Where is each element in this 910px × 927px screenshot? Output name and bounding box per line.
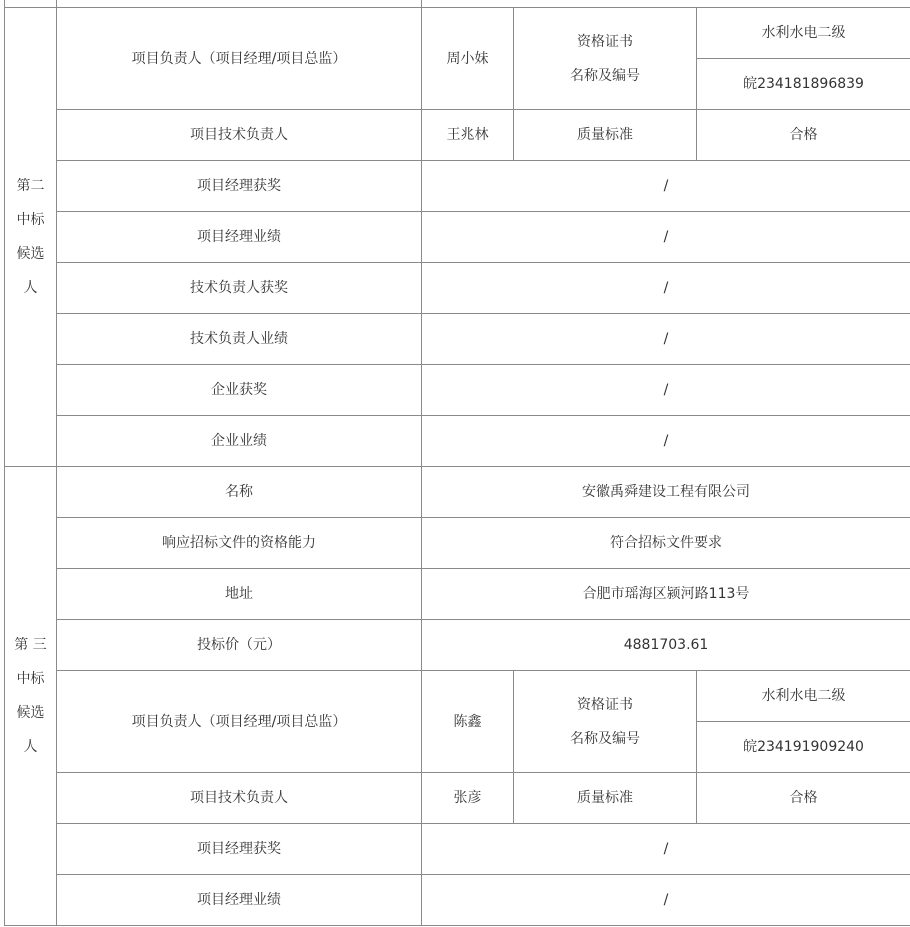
cell-empty xyxy=(57,0,422,8)
table-row-top-remnant xyxy=(5,0,910,8)
ent-award-label: 企业获奖 xyxy=(57,365,422,416)
tech-perf-value: / xyxy=(422,314,910,365)
cert-label-line: 名称及编号 xyxy=(570,730,640,747)
table-row xyxy=(5,365,910,416)
side-label-line: 第二 xyxy=(16,178,45,194)
price-value: 4881703.61 xyxy=(422,620,910,671)
side-label-line: 人 xyxy=(23,739,38,755)
tech-label: 项目技术负责人 xyxy=(57,773,422,824)
pm-award-value: / xyxy=(422,824,910,875)
capability-label: 响应招标文件的资格能力 xyxy=(57,518,422,569)
side-label-line: 第 三 xyxy=(14,637,47,653)
pm-name: 周小妹 xyxy=(422,8,514,110)
table-row xyxy=(5,8,910,59)
table-row xyxy=(5,875,910,926)
table-row xyxy=(5,620,910,671)
table-row xyxy=(5,569,910,620)
quality-label: 质量标准 xyxy=(514,110,697,161)
address-label: 地址 xyxy=(57,569,422,620)
pm-label: 项目负责人（项目经理/项目总监） xyxy=(57,671,422,773)
cert-label-line: 资格证书 xyxy=(577,33,633,50)
cell-empty xyxy=(5,0,57,8)
pm-perf-value: / xyxy=(422,212,910,263)
cert-name: 水利水电二级 xyxy=(697,8,910,59)
side-label-line: 人 xyxy=(23,280,38,296)
side-label-line: 中标 xyxy=(16,212,45,228)
price-label: 投标价（元） xyxy=(57,620,422,671)
candidate-table xyxy=(4,0,910,926)
cell-empty xyxy=(422,0,910,8)
name-label: 名称 xyxy=(57,467,422,518)
quality-label: 质量标准 xyxy=(514,773,697,824)
cert-label-line: 名称及编号 xyxy=(570,67,640,84)
cert-label xyxy=(514,8,697,110)
tech-perf-label: 技术负责人业绩 xyxy=(57,314,422,365)
tech-label: 项目技术负责人 xyxy=(57,110,422,161)
table-row xyxy=(5,314,910,365)
table-row xyxy=(5,212,910,263)
cert-label xyxy=(514,671,697,773)
tech-award-label: 技术负责人获奖 xyxy=(57,263,422,314)
side-label-line: 中标 xyxy=(16,671,45,687)
table-row xyxy=(5,416,910,467)
side-label-line: 候选 xyxy=(16,705,45,721)
company-name: 安徽禹舜建设工程有限公司 xyxy=(422,467,910,518)
table-row xyxy=(5,161,910,212)
pm-name: 陈鑫 xyxy=(422,671,514,773)
ent-perf-label: 企业业绩 xyxy=(57,416,422,467)
third-candidate-label xyxy=(5,467,57,926)
ent-award-value: / xyxy=(422,365,910,416)
quality-value: 合格 xyxy=(697,773,910,824)
pm-perf-label: 项目经理业绩 xyxy=(57,212,422,263)
pm-award-label: 项目经理获奖 xyxy=(57,161,422,212)
quality-value: 合格 xyxy=(697,110,910,161)
cert-number: 皖234181896839 xyxy=(697,59,910,110)
pm-label: 项目负责人（项目经理/项目总监） xyxy=(57,8,422,110)
table-row xyxy=(5,773,910,824)
capability-value: 符合招标文件要求 xyxy=(422,518,910,569)
pm-award-label: 项目经理获奖 xyxy=(57,824,422,875)
table-row xyxy=(5,110,910,161)
table-row xyxy=(5,467,910,518)
pm-perf-value: / xyxy=(422,875,910,926)
tech-award-value: / xyxy=(422,263,910,314)
table-row xyxy=(5,518,910,569)
tech-name: 王兆林 xyxy=(422,110,514,161)
ent-perf-value: / xyxy=(422,416,910,467)
cert-number: 皖234191909240 xyxy=(697,722,910,773)
table-row xyxy=(5,263,910,314)
second-candidate-label xyxy=(5,8,57,467)
pm-award-value: / xyxy=(422,161,910,212)
pm-perf-label: 项目经理业绩 xyxy=(57,875,422,926)
tech-name: 张彦 xyxy=(422,773,514,824)
side-label-line: 候选 xyxy=(16,246,45,262)
table-row xyxy=(5,671,910,722)
cert-label-line: 资格证书 xyxy=(577,696,633,713)
table-row xyxy=(5,824,910,875)
address-value: 合肥市瑶海区颍河路113号 xyxy=(422,569,910,620)
cert-name: 水利水电二级 xyxy=(697,671,910,722)
